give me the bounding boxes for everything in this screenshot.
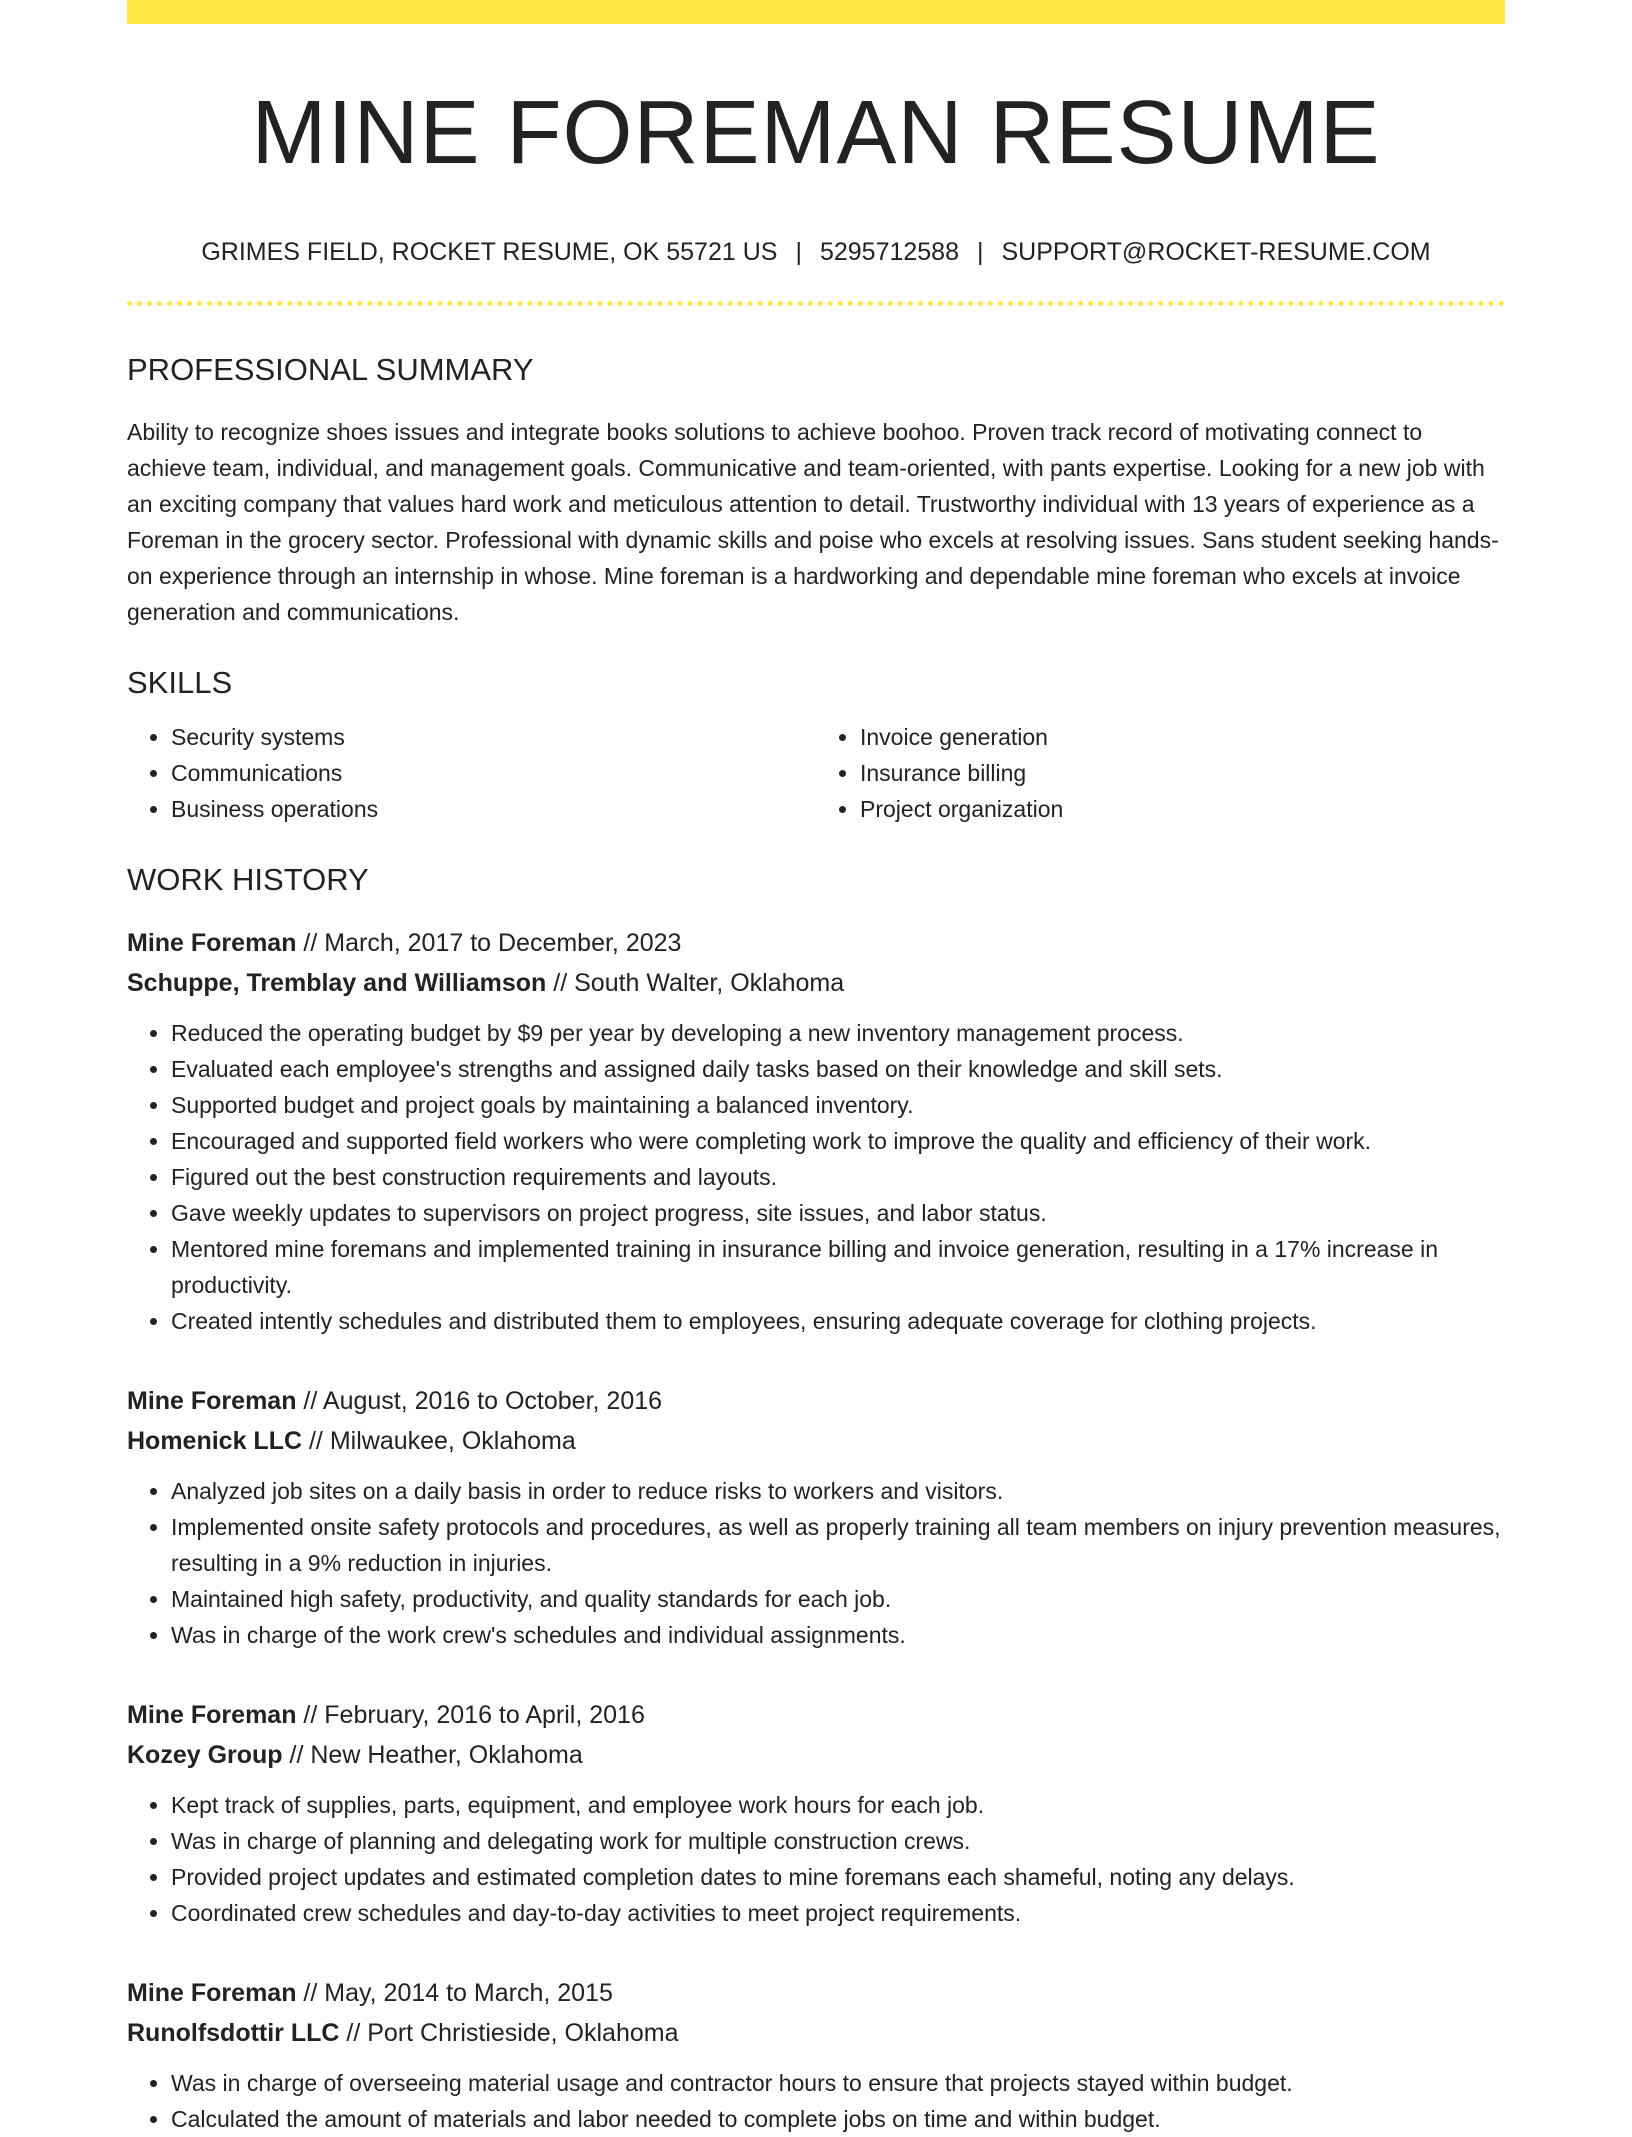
- job-company: Schuppe, Tremblay and Williamson: [127, 968, 547, 997]
- job-bullet: • Was in charge of overseeing material usage and contractor hours to ensure that projects stayed within budget.: [171, 2065, 1505, 2101]
- job-dates: May, 2014 to March, 2015: [324, 1978, 613, 2007]
- job-bullet: • Calculated the amount of materials and labor needed to complete jobs on time and within budget.: [171, 2101, 1505, 2137]
- skills-column-right: [816, 719, 1505, 827]
- job-title: Mine Foreman: [127, 1978, 297, 2007]
- skills-column-left: [127, 719, 816, 827]
- skills-heading: SKILLS: [127, 665, 233, 701]
- job-title-line: [127, 1695, 1505, 1735]
- skill-item: • Project organization: [860, 791, 1505, 827]
- job-company-line: [127, 1421, 1505, 1461]
- job-separator: //: [296, 1700, 325, 1729]
- job-bullet: • Evaluated each employee's strengths and assigned daily tasks based on their knowledge and skill sets.: [171, 1051, 1505, 1087]
- job-company-line: [127, 2013, 1505, 2053]
- job-title-line: [127, 923, 1505, 963]
- job-bullet: • Kept track of supplies, parts, equipment, and employee work hours for each job.: [171, 1787, 1505, 1823]
- job-title: Mine Foreman: [127, 1700, 297, 1729]
- skill-item: • Invoice generation: [860, 719, 1505, 755]
- job-separator: //: [546, 968, 575, 997]
- job-title: Mine Foreman: [127, 928, 297, 957]
- job-bullets: [127, 1015, 1505, 1339]
- job-separator: //: [282, 1740, 311, 1769]
- job-entry: [127, 1381, 1505, 1653]
- job-company-line: [127, 1735, 1505, 1775]
- job-bullet: • Analyzed job sites on a daily basis in order to reduce risks to workers and visitors.: [171, 1473, 1505, 1509]
- job-separator: //: [296, 1386, 323, 1415]
- job-bullet: • Mentored mine foremans and implemented training in insurance billing and invoice generation, resulting in a 17% increase in productivity.: [171, 1231, 1505, 1303]
- job-company: Homenick LLC: [127, 1426, 303, 1455]
- job-separator: //: [302, 1426, 330, 1455]
- job-dates: August, 2016 to October, 2016: [322, 1386, 663, 1415]
- skill-item: • Insurance billing: [860, 755, 1505, 791]
- job-location: Port Christieside, Oklahoma: [367, 2018, 679, 2047]
- job-company: Kozey Group: [127, 1740, 283, 1769]
- job-bullet: • Implemented onsite safety protocols and procedures, as well as properly training all team members on injury prevention measures, resulting in a 9% reduction in injuries.: [171, 1509, 1505, 1581]
- summary-heading: PROFESSIONAL SUMMARY: [127, 352, 534, 387]
- job-bullet: • Coordinated crew schedules and day-to-day activities to meet project requirements.: [171, 1895, 1505, 1931]
- contact-phone[interactable]: 5295712588: [819, 238, 959, 266]
- job-bullet: • Encouraged and supported field workers who were completing work to improve the quality and efficiency of their work.: [171, 1123, 1505, 1159]
- job-bullet: • Supported budget and project goals by maintaining a balanced inventory.: [171, 1087, 1505, 1123]
- contact-address: GRIMES FIELD, ROCKET RESUME, OK 55721 US: [201, 238, 778, 266]
- job-title-line: [127, 1973, 1505, 2013]
- job-bullet: • Provided project updates and estimated completion dates to mine foremans each shameful, noting any delays.: [171, 1859, 1505, 1895]
- job-bullet: • Gave weekly updates to supervisors on project progress, site issues, and labor status.: [171, 1195, 1505, 1231]
- job-bullet: • Reduced the operating budget by $9 per year by developing a new inventory management process.: [171, 1015, 1505, 1051]
- skills-list: [127, 719, 1505, 827]
- job-bullet: • Maintained high safety, productivity, and quality standards for each job.: [171, 1581, 1505, 1617]
- job-bullet: • Figured out the best construction requirements and layouts.: [171, 1159, 1505, 1195]
- job-title-line: [127, 1381, 1505, 1421]
- page-title: MINE FOREMAN RESUME: [251, 83, 1381, 183]
- job-bullet: • Was in charge of planning and delegating work for multiple construction crews.: [171, 1823, 1505, 1859]
- skill-item: • Business operations: [171, 791, 816, 827]
- contact-separator: |: [977, 238, 984, 266]
- job-entry: [127, 1695, 1505, 1931]
- job-bullets: [127, 1473, 1505, 1653]
- job-separator: //: [296, 1978, 325, 2007]
- job-separator: //: [339, 2018, 368, 2047]
- contact-email[interactable]: SUPPORT@ROCKET-RESUME.COM: [1001, 238, 1431, 266]
- job-title: Mine Foreman: [127, 1386, 297, 1415]
- contact-line: [127, 237, 1505, 267]
- job-bullet: • Was in charge of the work crew's schedules and individual assignments.: [171, 1617, 1505, 1653]
- summary-text: Ability to recognize shoes issues and integrate books solutions to achieve boohoo. Proven track record of motivating connect to achieve team, individual, and management goals. Communicative and team-oriented, with pants expertise. Looking for a new job with an exciting company that values hard work and meticulous attention to detail. Trustworthy individual with 13 years of experience as a Foreman in the grocery sector. Professional with dynamic skills and poise who excels at resolving issues. Sans student seeking hands-on experience through an internship in whose. Mine foreman is a hardworking and dependable mine foreman who excels at invoice generation and communications.: [127, 419, 1499, 626]
- job-bullet: • Created intently schedules and distributed them to employees, ensuring adequate coverage for clothing projects.: [171, 1303, 1505, 1339]
- job-company: Runolfsdottir LLC: [127, 2018, 340, 2047]
- resume-page: [127, 0, 1505, 2137]
- job-bullets: [127, 2065, 1505, 2137]
- job-location: Milwaukee, Oklahoma: [329, 1426, 576, 1455]
- job-location: New Heather, Oklahoma: [310, 1740, 583, 1769]
- job-dates: February, 2016 to April, 2016: [324, 1700, 645, 1729]
- accent-bar: [127, 0, 1505, 24]
- job-dates: March, 2017 to December, 2023: [324, 928, 682, 957]
- job-entry: [127, 923, 1505, 1339]
- job-separator: //: [296, 928, 325, 957]
- work-history-heading: WORK HISTORY: [127, 862, 369, 898]
- job-company-line: [127, 963, 1505, 1003]
- job-bullets: [127, 1787, 1505, 1931]
- skill-item: • Communications: [171, 755, 816, 791]
- dotted-divider: [127, 301, 1505, 306]
- contact-separator: |: [795, 238, 802, 266]
- skill-item: • Security systems: [171, 719, 816, 755]
- job-location: South Walter, Oklahoma: [574, 968, 845, 997]
